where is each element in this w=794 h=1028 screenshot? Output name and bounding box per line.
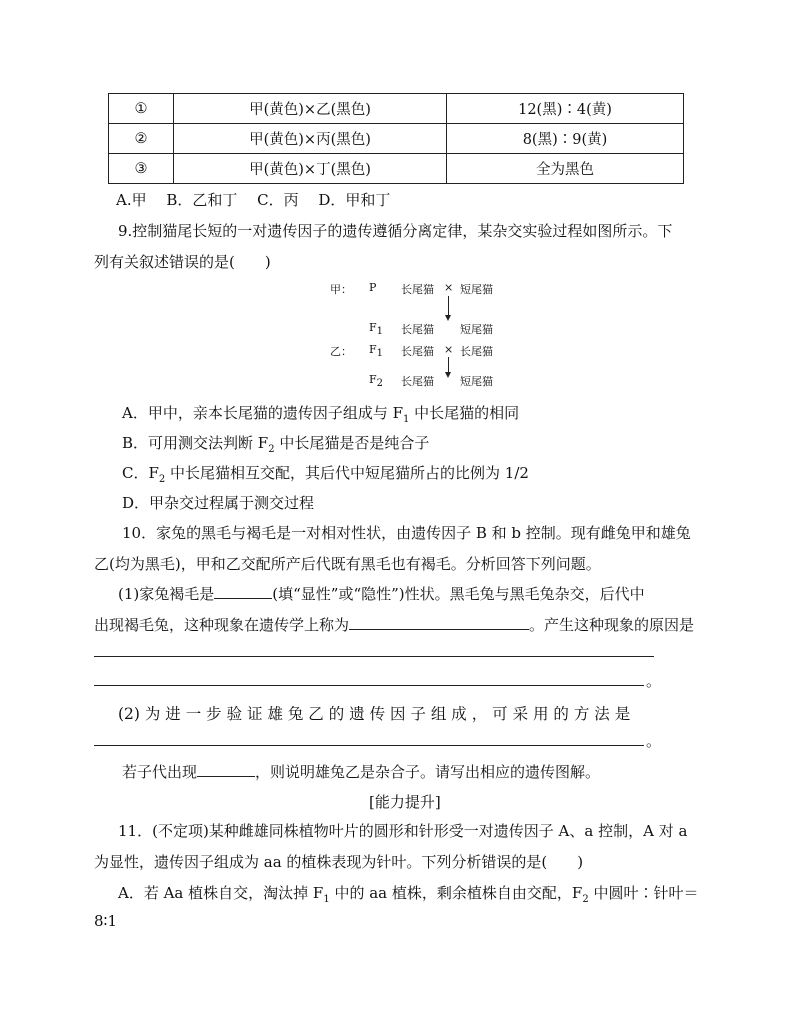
table-row [109, 154, 684, 184]
q11-stem-line2: 为显性，遗传因子组成为 aa 的植株表现为针叶。下列分析错误的是( ) [94, 853, 584, 871]
q9-stem-line2: 列有关叙述错误的是( ) [94, 253, 271, 271]
diagram-gen-F1: $F_1$ [369, 343, 384, 360]
q11-option-a: A．若 Aa 植株自交，淘汰掉 $F_1$ 中的 aa 植株，剩余植株自由交配，$F_2$ 中圆叶∶针叶＝ [118, 884, 699, 905]
q9-stem-line1: 9.控制猫尾长短的一对遗传因子的遗传遵循分离定律，某杂交实验过程如图所示。下 [118, 222, 673, 240]
row-number: ③ [109, 154, 174, 184]
cross-results-table [108, 93, 684, 184]
answer-line[interactable] [94, 685, 644, 686]
table-row [109, 94, 684, 124]
diagram-long-tail: 长尾猫 [401, 283, 434, 296]
q9-option-c: C．$F_2$ 中长尾猫相互交配，其后代中短尾猫所占的比例为 1/2 [122, 464, 529, 485]
period-mark: 。 [646, 732, 662, 750]
diagram-gen-F2: $F_2$ [369, 373, 384, 390]
result-cell: 12(黑)∶4(黄) [447, 94, 684, 124]
down-arrow-icon [448, 357, 449, 373]
diagram-short-tail: 短尾猫 [460, 323, 493, 336]
q10-stem-line2: 乙(均为黑毛)，甲和乙交配所产后代既有黑毛也有褐毛。分析回答下列问题。 [94, 555, 601, 573]
q9-option-a: A．甲中，亲本长尾猫的遗传因子组成与 $F_1$ 中长尾猫的相同 [122, 404, 520, 425]
q9-option-d: D．甲杂交过程属于测交过程 [122, 494, 315, 512]
diagram-label-yi: 乙： [330, 345, 352, 358]
row-number: ① [109, 94, 174, 124]
table-row [109, 124, 684, 154]
result-cell: 8(黑)∶9(黄) [447, 124, 684, 154]
q10-stem-line1: 10．家兔的黑毛与褐毛是一对相对性状，由遗传因子 B 和 b 控制。现有雌兔甲和雄兔 [122, 524, 691, 542]
answer-blank[interactable] [197, 776, 255, 777]
answer-line[interactable] [94, 745, 644, 746]
q10-part1-line2: 出现褐毛兔，这种现象在遗传学上称为 。产生这种现象的原因是 [94, 616, 695, 634]
q10-part2: (2) 为 进 一 步 验 证 雄 兔 乙 的 遗 传 因 子 组 成 ， 可 采 用 的 方 法 是 [118, 705, 631, 723]
section-heading: [能力提升] [369, 793, 441, 811]
diagram-cross: × [444, 343, 454, 356]
diagram-long-tail: 长尾猫 [401, 345, 434, 358]
result-cell: 全为黑色 [447, 154, 684, 184]
period-mark: 。 [646, 672, 662, 690]
diagram-long-tail: 长尾猫 [460, 345, 493, 358]
cross-cell: 甲(黄色)×丙(黑色) [174, 124, 447, 154]
q11-stem-line1: 11．(不定项)某种雌雄同株植物叶片的圆形和针形受一对遗传因子 A、a 控制，A 对 a [118, 822, 688, 840]
diagram-label-jia: 甲： [330, 283, 352, 296]
q8-options: A.甲 B．乙和丁 C．丙 D．甲和丁 [116, 191, 391, 209]
diagram-long-tail: 长尾猫 [401, 323, 434, 336]
q10-part1-line1: (1)家兔褐毛是 (填“显性”或“隐性”)性状。黑毛兔与黑毛兔杂交，后代中 [118, 585, 645, 603]
q9-option-b: B．可用测交法判断 $F_2$ 中长尾猫是否是纯合子 [122, 434, 430, 455]
row-number: ② [109, 124, 174, 154]
q10-part3: 若子代出现 ，则说明雄兔乙是杂合子。请写出相应的遗传图解。 [122, 763, 601, 781]
q11-option-a-end: 8∶1 [94, 912, 117, 930]
diagram-short-tail: 短尾猫 [460, 375, 493, 388]
diagram-long-tail: 长尾猫 [401, 375, 434, 388]
cross-cell: 甲(黄色)×乙(黑色) [174, 94, 447, 124]
answer-blank[interactable] [214, 598, 272, 599]
answer-line[interactable] [94, 656, 654, 657]
diagram-gen-P: P [369, 281, 377, 294]
down-arrow-icon [448, 296, 449, 316]
diagram-short-tail: 短尾猫 [460, 283, 493, 296]
cross-cell: 甲(黄色)×丁(黑色) [174, 154, 447, 184]
answer-blank[interactable] [349, 629, 529, 630]
diagram-gen-F1: $F_1$ [369, 321, 384, 338]
diagram-cross: × [444, 281, 454, 294]
